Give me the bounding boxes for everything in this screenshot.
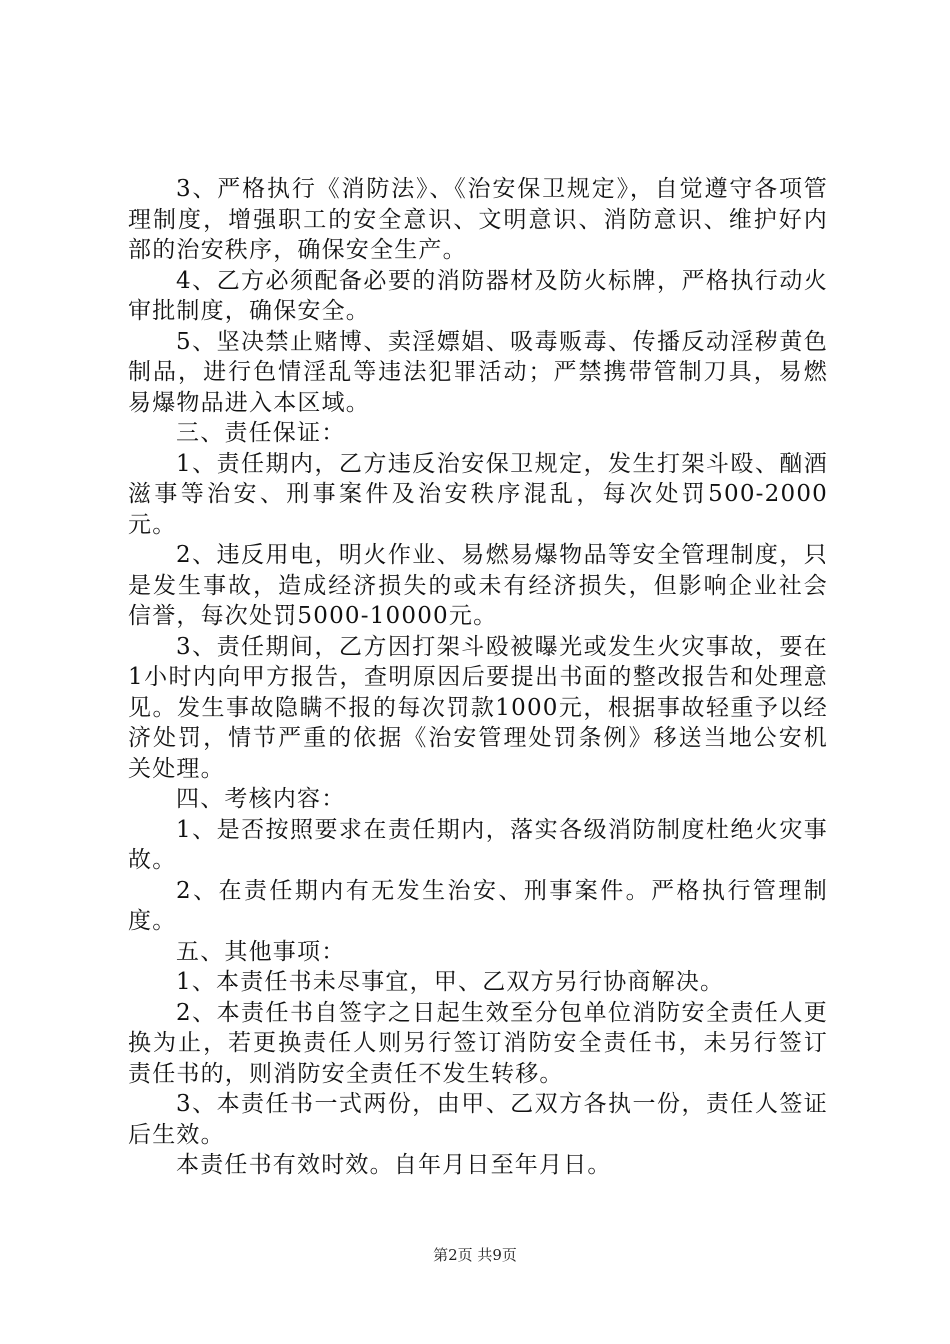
section-heading-responsibility-guarantee: 三、责任保证：	[176, 420, 346, 446]
paragraph-assessment-2: 2、在责任期内有无发生治安、刑事案件。严格执行管理制度。	[128, 877, 828, 934]
section-heading-assessment: 四、考核内容：	[176, 786, 346, 812]
paragraph-guarantee-3: 3、责任期间，乙方因打架斗殴被曝光或发生火灾事故，要在1小时内向甲方报告，查明原因后要提出书面的整改报告和处理意见。发生事故隐瞒不报的每次罚款1000元，根据事故轻重予以经济处罚，情节严重的依据《治安管理处罚条例》移送当地公安机关处理。	[128, 633, 828, 782]
paragraph-validity-period: 本责任书有效时效。自年月日至年月日。	[176, 1152, 612, 1178]
document-body	[128, 174, 828, 1181]
paragraph-guarantee-1: 1、责任期内，乙方违反治安保卫规定，发生打架斗殴、酗酒滋事等治安、刑事案件及治安秩序混乱，每次处罚500-2000元。	[128, 450, 828, 538]
paragraph-clause-5-prohibitions: 5、坚决禁止赌博、卖淫嫖娼、吸毒贩毒、传播反动淫秽黄色制品，进行色情淫乱等违法犯罪活动；严禁携带管制刀具，易燃易爆物品进入本区域。	[128, 328, 828, 416]
paragraph-guarantee-2: 2、违反用电，明火作业、易燃易爆物品等安全管理制度，只是发生事故，造成经济损失的或未有经济损失，但影响企业社会信誉，每次处罚5000-10000元。	[128, 542, 828, 629]
paragraph-other-1: 1、本责任书未尽事宜，甲、乙双方另行协商解决。	[176, 969, 725, 995]
paragraph-other-2: 2、本责任书自签字之日起生效至分包单位消防安全责任人更换为止，若更换责任人则另行签订消防安全责任书，未另行签订责任书的，则消防安全责任不发生转移。	[128, 999, 828, 1087]
section-heading-other-matters: 五、其他事项：	[176, 938, 346, 965]
paragraph-other-3: 3、本责任书一式两份，由甲、乙双方各执一份，责任人签证后生效。	[128, 1091, 828, 1148]
page-number-footer: 第2页 共9页	[433, 1246, 517, 1264]
paragraph-assessment-1: 1、是否按照要求在责任期内，落实各级消防制度杜绝火灾事故。	[128, 816, 828, 873]
paragraph-clause-4-fire-equipment: 4、乙方必须配备必要的消防器材及防火标牌，严格执行动火审批制度，确保安全。	[128, 267, 828, 324]
paragraph-clause-3-fire-law: 3、严格执行《消防法》、《治安保卫规定》，自觉遵守各项管理制度，增强职工的安全意识、文明意识、消防意识、维护好内部的治安秩序，确保安全生产。	[128, 176, 828, 263]
